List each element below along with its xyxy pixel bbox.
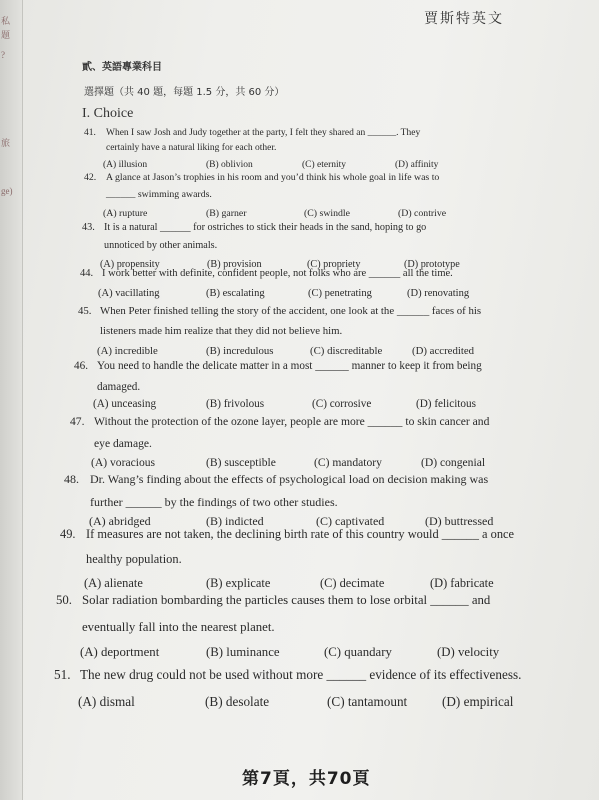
margin-note: 私 <box>1 16 11 26</box>
question-text: Dr. Wang’s finding about the effects of psychological load on decision making was <box>90 472 489 486</box>
question-number: 50. <box>56 593 72 607</box>
question-number: 48. <box>64 472 79 486</box>
answer-option: (D) empirical <box>442 694 514 709</box>
question-text-continued: eventually fall into the nearest planet. <box>82 620 275 634</box>
question-text: Solar radiation bombarding the particles causes them to lose orbital ______ and <box>82 593 491 607</box>
previous-page-edge <box>0 0 23 800</box>
answer-option: (B) oblivion <box>206 160 253 170</box>
answer-option: (C) propriety <box>307 259 361 270</box>
question-text: When Peter finished telling the story of the accident, one look at the ______ faces of his <box>100 305 482 317</box>
question-text-continued: unnoticed by other animals. <box>104 240 218 251</box>
answer-option: (D) velocity <box>437 645 500 659</box>
answer-option: (C) penetrating <box>308 288 372 299</box>
question-text: If measures are not taken, the declining birth rate of this country would ______ a once <box>86 527 515 541</box>
answer-option: (C) swindle <box>304 208 350 219</box>
answer-option: (C) eternity <box>302 160 347 170</box>
question-number: 51. <box>54 667 71 682</box>
answer-option: (B) frivolous <box>206 398 265 410</box>
answer-option: (A) alienate <box>84 576 143 590</box>
answer-option: (A) deportment <box>80 645 160 659</box>
answer-option: (A) dismal <box>78 694 135 709</box>
answer-option: (A) vacillating <box>98 288 160 299</box>
section-title: 貳、英語專業科目 <box>82 62 162 73</box>
answer-option: (C) corrosive <box>312 398 372 410</box>
answer-option: (D) felicitous <box>416 398 476 410</box>
answer-option: (B) escalating <box>206 288 265 299</box>
question-number: 47. <box>70 415 85 428</box>
page-header-title: 賈斯特英文 <box>424 11 504 27</box>
answer-option: (C) decimate <box>320 576 385 590</box>
question-text-continued: eye damage. <box>94 437 152 450</box>
answer-option: (D) contrive <box>398 208 447 219</box>
question-text-continued: healthy population. <box>86 552 182 566</box>
answer-option: (D) prototype <box>404 259 460 270</box>
answer-option: (B) luminance <box>206 645 280 659</box>
question-text-continued: ______ swimming awards. <box>106 189 212 200</box>
answer-option: (A) abridged <box>89 514 151 528</box>
page-number: 第7頁，共70頁 <box>242 769 371 789</box>
section-subtitle: 選擇題（共 40 題，每題 1.5 分，共 60 分） <box>84 87 285 98</box>
question-number: 46. <box>74 360 88 372</box>
margin-note: ge) <box>1 186 13 196</box>
question-number: 49. <box>60 527 76 541</box>
answer-option: (B) desolate <box>205 694 270 709</box>
answer-option: (C) quandary <box>324 645 392 659</box>
margin-note: 旅 <box>1 138 11 148</box>
question-number: 41. <box>84 128 96 138</box>
answer-option: (D) renovating <box>407 288 470 299</box>
answer-option: (C) captivated <box>316 514 385 528</box>
answer-option: (D) fabricate <box>430 576 494 590</box>
answer-option: (B) garner <box>206 208 247 219</box>
question-number: 43. <box>82 222 95 233</box>
margin-note: 題 <box>1 30 11 40</box>
question-text: When I saw Josh and Judy together at the party, I felt they shared an ______. They <box>106 128 421 138</box>
answer-option: (A) incredible <box>97 345 158 357</box>
answer-option: (B) incredulous <box>206 345 274 357</box>
answer-option: (B) explicate <box>206 576 271 590</box>
question-text: I work better with definite, confident people, not folks who are ______ all the time. <box>102 268 453 279</box>
answer-option: (A) voracious <box>91 456 156 469</box>
answer-option: (C) mandatory <box>314 456 382 469</box>
answer-option: (B) provision <box>207 259 262 270</box>
answer-option: (B) susceptible <box>206 456 276 469</box>
answer-option: (C) discreditable <box>310 345 383 357</box>
answer-option: (D) congenial <box>421 456 486 469</box>
question-text: The new drug could not be used without more ______ evidence of its effectiveness. <box>80 667 522 682</box>
answer-option: (A) propensity <box>100 259 160 270</box>
answer-option: (B) indicted <box>206 514 264 528</box>
question-number: 44. <box>80 268 94 279</box>
margin-note: ? <box>1 50 5 60</box>
answer-option: (A) illusion <box>103 160 148 170</box>
question-number: 42. <box>84 172 97 183</box>
answer-option: (A) rupture <box>103 208 148 219</box>
question-text-continued: listeners made him realize that they did not believe him. <box>100 325 343 337</box>
answer-option: (D) accredited <box>412 345 475 357</box>
question-text-continued: further ______ by the findings of two other studies. <box>90 495 338 509</box>
answer-option: (C) tantamount <box>327 694 408 709</box>
answer-option: (A) unceasing <box>93 398 157 410</box>
question-text: It is a natural ______ for ostriches to stick their heads in the sand, hoping to go <box>104 222 427 233</box>
answer-option: (D) buttressed <box>425 514 494 528</box>
question-text: You need to handle the delicate matter in a most ______ manner to keep it from being <box>97 360 482 372</box>
question-text: A glance at Jason’s trophies in his room and you’d think his whole goal in life was to <box>106 172 440 183</box>
question-text: Without the protection of the ozone layer, people are more ______ to skin cancer and <box>94 415 490 428</box>
answer-option: (D) affinity <box>395 160 439 170</box>
question-number: 45. <box>78 305 92 317</box>
question-text-continued: damaged. <box>97 381 141 393</box>
part-heading: I. Choice <box>82 106 134 121</box>
question-text-continued: certainly have a natural liking for each other. <box>106 143 277 153</box>
